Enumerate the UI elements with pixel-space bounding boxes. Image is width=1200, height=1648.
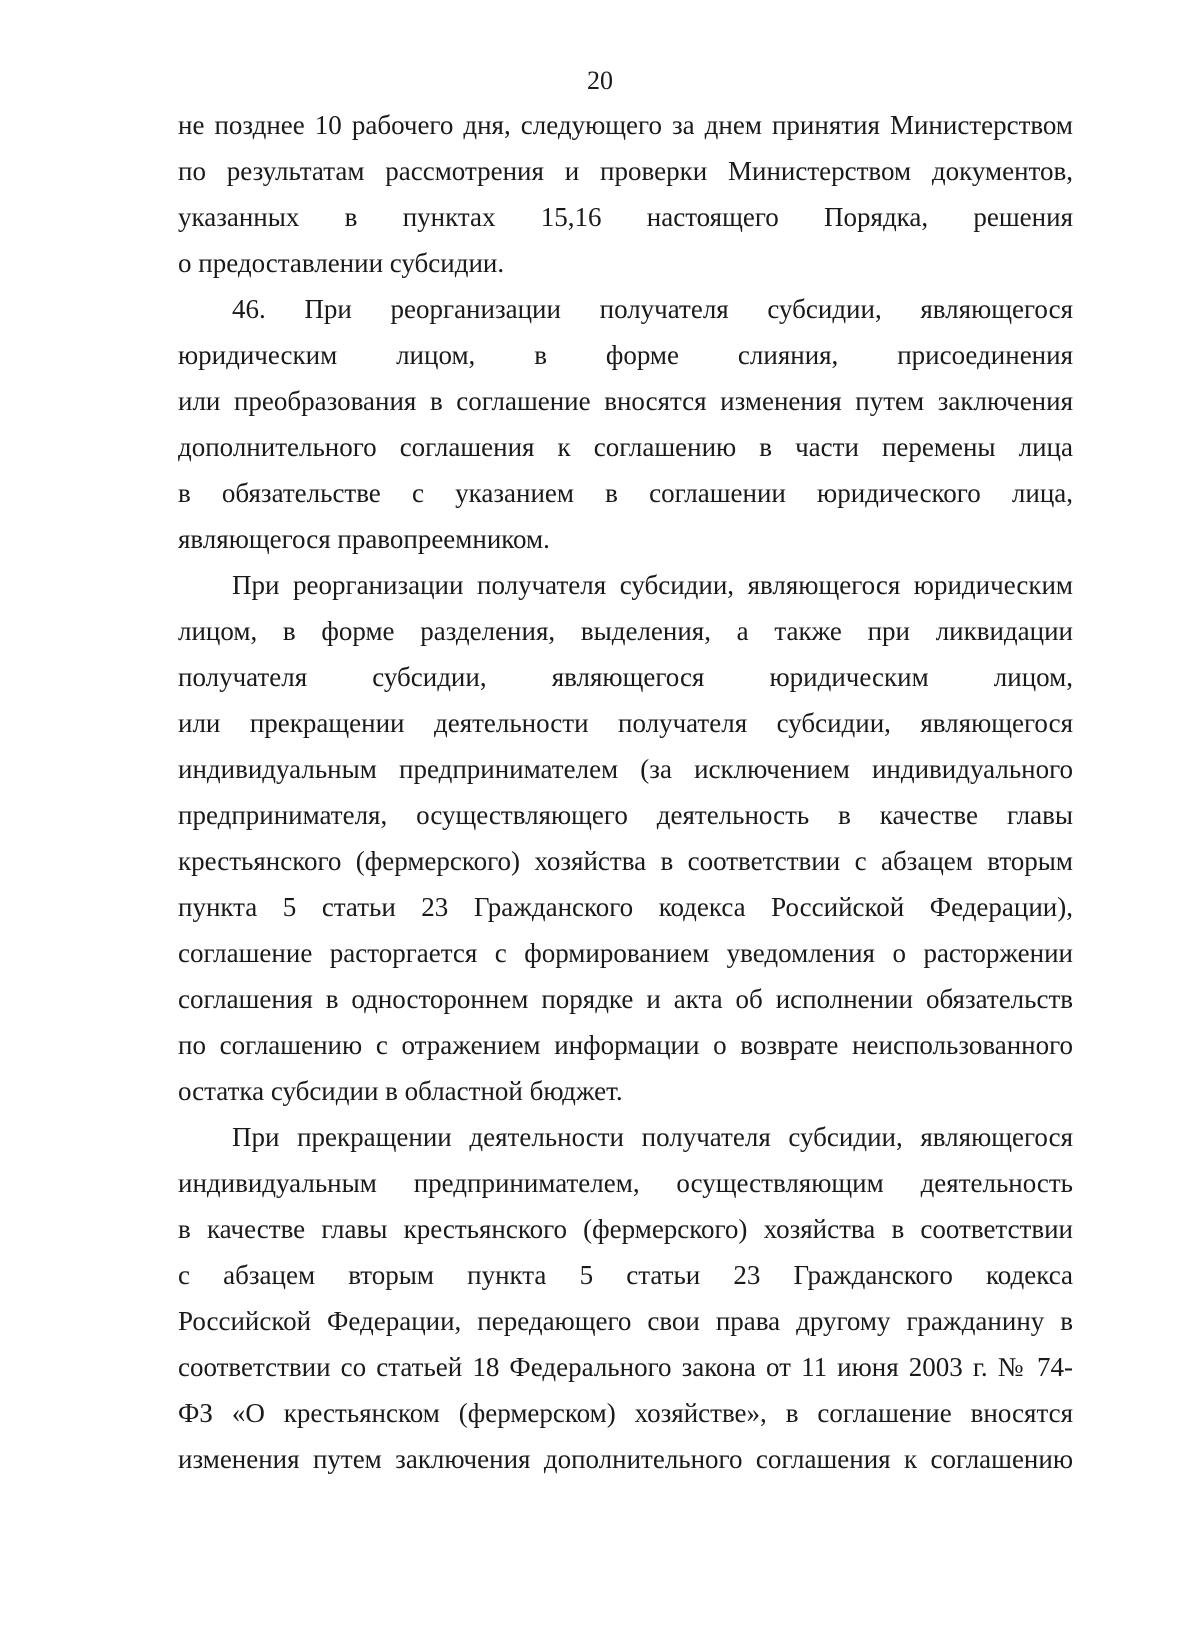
text-line: крестьянского (фермерского) хозяйства в соответствии с абзацем вторым xyxy=(178,846,1073,876)
text-line: 46. При реорганизации получателя субсидии, являющегося xyxy=(232,294,1073,324)
text-line: или преобразования в соглашение вносятся изменения путем заключения xyxy=(178,386,1073,416)
page-number: 20 xyxy=(587,66,613,95)
text-line: изменения путем заключения дополнительного соглашения к соглашению xyxy=(178,1444,1073,1474)
text-line: ФЗ «О крестьянском (фермерском) хозяйстве», в соглашение вносятся xyxy=(178,1398,1073,1428)
text-line: юридическим лицом, в форме слияния, присоединения xyxy=(178,340,1073,370)
text-line: в качестве главы крестьянского (фермерского) хозяйства в соответствии xyxy=(178,1214,1073,1244)
text-line: При реорганизации получателя субсидии, являющегося юридическим xyxy=(232,570,1073,600)
text-line: соответствии со статьей 18 Федерального закона от 11 июня 2003 г. № 74- xyxy=(178,1352,1073,1382)
text-line: пункта 5 статьи 23 Гражданского кодекса Российской Федерации), xyxy=(178,892,1073,922)
text-line: о предоставлении субсидии. xyxy=(178,248,505,278)
text-line: указанных в пунктах 15,16 настоящего Порядка, решения xyxy=(178,202,1073,232)
text-line: индивидуальным предпринимателем, осуществляющим деятельность xyxy=(178,1168,1073,1198)
text-line: соглашение расторгается с формированием уведомления о расторжении xyxy=(178,938,1073,968)
text-line: соглашения в одностороннем порядке и акта об исполнении обязательств xyxy=(178,984,1073,1014)
text-line: являющегося правопреемником. xyxy=(178,524,550,554)
text-line: не позднее 10 рабочего дня, следующего за днем принятия Министерством xyxy=(178,110,1073,140)
text-line: в обязательстве с указанием в соглашении юридического лица, xyxy=(178,478,1073,508)
text-line: лицом, в форме разделения, выделения, а также при ликвидации xyxy=(178,616,1073,646)
text-line: При прекращении деятельности получателя субсидии, являющегося xyxy=(232,1122,1073,1152)
text-line: остатка субсидии в областной бюджет. xyxy=(178,1076,623,1106)
text-line: по соглашению с отражением информации о возврате неиспользованного xyxy=(178,1030,1073,1060)
text-line: индивидуальным предпринимателем (за исключением индивидуального xyxy=(178,754,1073,784)
text-line: дополнительного соглашения к соглашению в части перемены лица xyxy=(178,432,1073,462)
text-line: Российской Федерации, передающего свои права другому гражданину в xyxy=(178,1306,1073,1336)
text-line: по результатам рассмотрения и проверки Министерством документов, xyxy=(178,156,1073,186)
text-line: предпринимателя, осуществляющего деятельность в качестве главы xyxy=(178,800,1073,830)
text-line: с абзацем вторым пункта 5 статьи 23 Гражданского кодекса xyxy=(178,1260,1073,1290)
text-line: получателя субсидии, являющегося юридическим лицом, xyxy=(178,662,1073,692)
text-line: или прекращении деятельности получателя субсидии, являющегося xyxy=(178,708,1073,738)
